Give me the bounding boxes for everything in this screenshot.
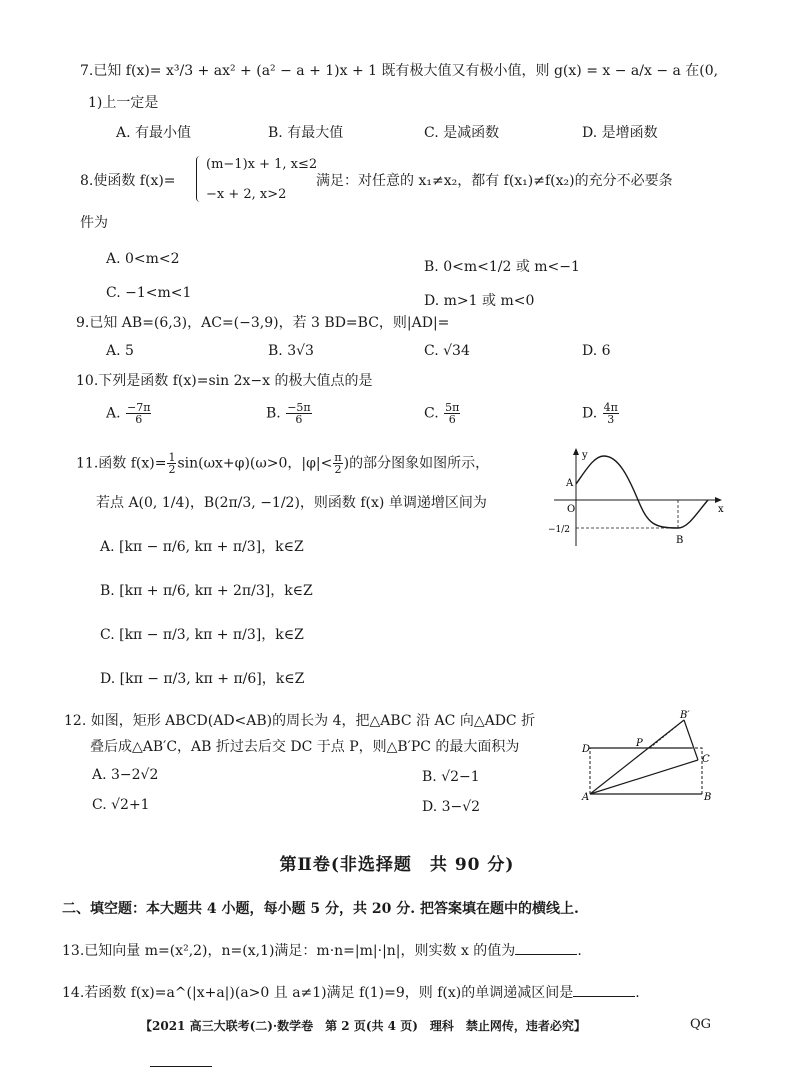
q10-a-den: 6	[135, 413, 143, 426]
q10-option-a	[106, 402, 152, 425]
q12-stem-line2: 叠后成△AB′C，AB 折过去后交 DC 于点 P，则△B′PC 的最大面积为	[90, 739, 520, 755]
q10-b-num: −5π	[287, 401, 311, 414]
q14-answer-blank[interactable]	[573, 984, 635, 997]
section-instruction: 二、填空题：本大题共 4 小题，每小题 5 分，共 20 分. 把答案填在题中的横线上.	[62, 901, 579, 917]
q8-stem-line2: 件为	[80, 215, 108, 231]
q10-option-b-fraction	[286, 402, 311, 425]
label-b-prime: B′	[680, 710, 690, 721]
q7-option-a: A. 有最小值	[116, 125, 192, 141]
q10-option-d	[582, 402, 620, 425]
q9-option-b: B. 3√3	[268, 343, 314, 359]
q12-stem-line1: 12. 如图，矩形 ABCD(AD<AB)的周长为 4，把△ABC 沿 AC 向△ADC 折	[64, 713, 536, 729]
q11-stem-a: 11.函数 f(x)=	[76, 455, 167, 472]
q10-d-den: 3	[607, 413, 615, 426]
q7-stem-line2: 1)上一定是	[88, 95, 159, 111]
q11-option-c: C. [kπ − π/3, kπ + π/3]，k∈Z	[100, 627, 304, 643]
q8-stem-suffix: 满足：对任意的 x₁≠x₂，都有 f(x₁)≠f(x₂)的充分不必要条	[316, 173, 673, 189]
q10-a-num: −7π	[127, 401, 151, 414]
label-c: C	[702, 754, 710, 765]
q10-c-den: 6	[448, 413, 456, 426]
q10-option-b-label: B.	[266, 405, 281, 422]
q11-half-num: 1	[168, 451, 176, 464]
q11-stem-c: )的部分图象如图所示，	[343, 455, 490, 472]
q11-stem-line1	[76, 452, 489, 475]
q9-option-a: A. 5	[106, 343, 134, 359]
q7-stem-line1: 7.已知 f(x)= x³/3 + ax² + (a² − a + 1)x + 1 既有极大值又有极小值，则 g(x) = x − a/x − a 在(0,	[80, 63, 719, 79]
q14-stem-line	[62, 984, 640, 1002]
graph-origin-label: O	[567, 504, 576, 515]
footer-code: QG	[690, 1017, 712, 1032]
q12-option-d: D. 3−√2	[422, 799, 481, 815]
q8-option-a: A. 0<m<2	[106, 251, 180, 267]
sine-curve	[576, 456, 708, 528]
y-axis-arrow-icon	[573, 448, 579, 455]
q11-option-a: A. [kπ − π/6, kπ + π/3]，k∈Z	[100, 539, 304, 555]
q12-option-c: C. √2+1	[92, 797, 150, 813]
q8-case2: −x + 2, x>2	[206, 187, 287, 202]
q8-case1: (m−1)x + 1, x≤2	[206, 157, 318, 172]
q13-stem: 13.已知向量 m=(x²,2)，n=(x,1)满足：m·n=|m|·|n|，则实数 x 的值为	[62, 943, 516, 959]
q11-option-d: D. [kπ − π/3, kπ + π/6]，k∈Z	[100, 671, 305, 687]
label-p: P	[636, 738, 643, 749]
q9-option-d: D. 6	[582, 343, 611, 359]
q13-stem-line	[62, 942, 582, 960]
q10-c-num: 5π	[445, 401, 460, 414]
q11-sine-graph	[546, 446, 728, 550]
page-footer: 【2021 高三大联考(二)·数学卷 第 2 页(共 4 页) 理科 禁止网传，违者必究】	[140, 1019, 586, 1033]
q10-option-c-fraction	[444, 402, 460, 425]
q11-stem-b: sin(ωx+φ)(ω>0，|φ|<	[177, 455, 333, 472]
q11-option-b: B. [kπ + π/6, kπ + 2π/3]，k∈Z	[100, 583, 313, 599]
q8-option-b: B. 0<m<1/2 或 m<−1	[424, 259, 580, 275]
q14-stem: 14.若函数 f(x)=a^(|x+a|)(a>0 且 a≠1)满足 f(1)=9，则 f(x)的单调递减区间是	[62, 985, 574, 1001]
graph-neg-half-label: −1/2	[548, 525, 571, 535]
q7-option-c: C. 是减函数	[424, 125, 500, 141]
label-d: D	[582, 744, 591, 755]
q8-option-d: D. m>1 或 m<0	[424, 293, 535, 309]
q10-option-a-fraction	[126, 402, 151, 425]
q10-d-num: 4π	[603, 401, 618, 414]
q10-option-c	[424, 402, 461, 425]
q8-piecewise-brace	[196, 156, 203, 202]
graph-point-a-label: A	[566, 478, 574, 489]
q12-rectangle-figure	[580, 710, 720, 802]
q10-option-c-label: C.	[424, 405, 439, 422]
label-a: A	[582, 792, 590, 802]
q9-option-c: C. √34	[424, 343, 470, 359]
q7-option-d: D. 是增函数	[582, 125, 658, 141]
q8-option-c: C. −1<m<1	[106, 285, 192, 301]
q7-option-b: B. 有最大值	[268, 125, 344, 141]
q10-option-d-label: D.	[582, 405, 598, 422]
rectangle-abcd	[590, 748, 702, 794]
section-title: 第Ⅱ卷(非选择题 共 90 分)	[279, 855, 515, 875]
q13-stem-end: .	[577, 943, 582, 959]
q11-stem-line2: 若点 A(0, 1/4)，B(2π/3, −1/2)，则函数 f(x) 单调递增区间为	[96, 495, 487, 511]
bottom-rule	[150, 1066, 212, 1067]
q12-option-b: B. √2−1	[422, 769, 480, 785]
diagonal-ac	[590, 760, 698, 794]
q14-stem-end: .	[635, 985, 640, 1001]
side-b-prime-c	[684, 720, 698, 760]
q10-option-b	[266, 402, 313, 425]
q10-stem: 10.下列是函数 f(x)=sin 2x−x 的极大值点的是	[76, 373, 373, 389]
q10-option-d-fraction	[603, 402, 619, 425]
q8-prefix: 8.使函数 f(x)=	[80, 173, 176, 189]
graph-y-label: y	[582, 450, 588, 461]
q12-option-a: A. 3−2√2	[92, 767, 159, 783]
side-ab-prime	[590, 720, 684, 794]
q11-half-den: 2	[168, 463, 176, 476]
q11-pi-den: 2	[334, 463, 342, 476]
q13-answer-blank[interactable]	[515, 942, 577, 955]
x-axis-arrow-icon	[715, 497, 722, 503]
q11-pi-num: π	[334, 451, 342, 464]
q9-stem: 9.已知 AB=(6,3)，AC=(−3,9)，若 3 BD=BC，则|AD|=	[76, 315, 450, 331]
graph-x-label: x	[718, 504, 724, 515]
q10-option-a-label: A.	[106, 405, 121, 422]
graph-point-b-label: B	[676, 535, 684, 546]
label-b: B	[704, 792, 712, 802]
q11-half-fraction	[167, 452, 176, 475]
q11-pi-fraction	[333, 452, 342, 475]
q10-b-den: 6	[295, 413, 303, 426]
